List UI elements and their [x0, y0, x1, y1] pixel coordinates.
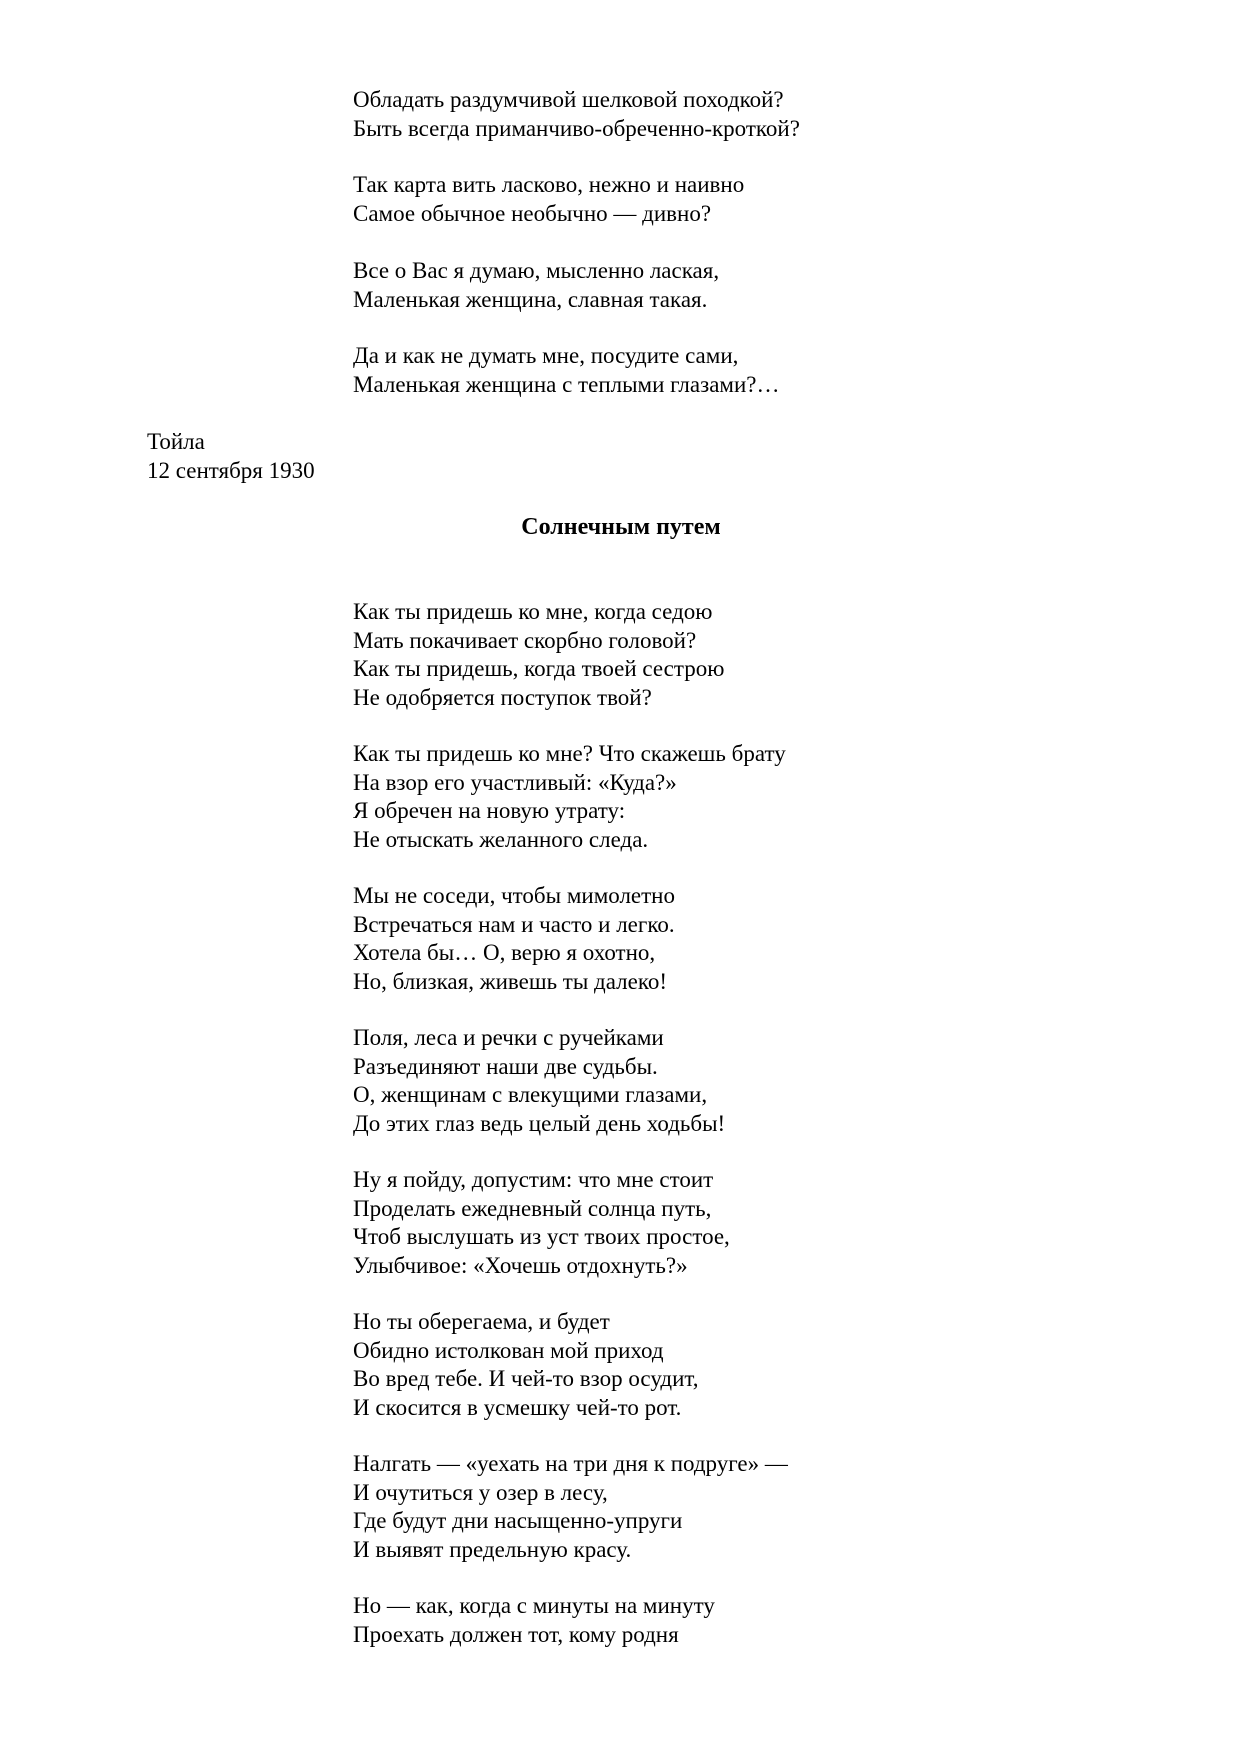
- verse-line: Где будут дни насыщенно-упруги: [353, 1508, 683, 1534]
- poem-place: Тойла: [147, 429, 205, 454]
- verse-line: Как ты придешь ко мне, когда седою: [353, 599, 713, 624]
- verse-line: Встречаться нам и часто и легко.: [353, 911, 675, 937]
- verse-line: О, женщинам с влекущими глазами,: [353, 1082, 708, 1108]
- verse-line: И очутиться у озер в лесу,: [353, 1479, 608, 1505]
- verse-line: И скосится в усмешку чей-то рот.: [353, 1394, 682, 1420]
- verse-line: Хотела бы… О, верю я охотно,: [353, 940, 656, 966]
- verse-line: Но — как, когда с минуты на минуту: [353, 1593, 715, 1618]
- verse-line: Маленькая женщина с теплыми глазами?…: [353, 371, 780, 397]
- verse-line: Мы не соседи, чтобы мимолетно: [353, 883, 675, 908]
- verse-line: Да и как не думать мне, посудите сами,: [353, 343, 739, 368]
- poem1-stanza-2: [353, 171, 744, 228]
- verse-line: Во вред тебе. И чей-то взор осудит,: [353, 1366, 699, 1392]
- poem2-stanza-2: [353, 740, 786, 854]
- poem2-stanza-7: [353, 1450, 788, 1564]
- verse-line: Разъединяют наши две судьбы.: [353, 1053, 658, 1079]
- verse-line: Маленькая женщина, славная такая.: [353, 286, 708, 312]
- poem1-signoff: [147, 428, 315, 485]
- poem1-stanza-4: [353, 342, 780, 399]
- verse-line: Как ты придешь ко мне? Что скажешь брату: [353, 741, 786, 766]
- poem1-stanza-3: [353, 257, 719, 314]
- verse-line: Налгать — «уехать на три дня к подруге» —: [353, 1451, 788, 1476]
- poem2-stanza-6: [353, 1308, 698, 1422]
- verse-line: Проехать должен тот, кому родня: [353, 1621, 679, 1647]
- verse-line: Быть всегда приманчиво-обреченно-кроткой?: [353, 115, 800, 141]
- verse-line: На взор его участливый: «Куда?»: [353, 769, 677, 795]
- verse-line: Но ты оберегаема, и будет: [353, 1309, 610, 1334]
- verse-line: И выявят предельную красу.: [353, 1536, 632, 1562]
- verse-line: Ну я пойду, допустим: что мне стоит: [353, 1167, 714, 1192]
- verse-line: Улыбчивое: «Хочешь отдохнуть?»: [353, 1252, 688, 1278]
- poem2-stanza-4: [353, 1024, 725, 1138]
- verse-line: Обладать раздумчивой шелковой походкой?: [353, 87, 784, 112]
- verse-line: Все о Вас я думаю, мысленно лаская,: [353, 258, 720, 283]
- verse-line: До этих глаз ведь целый день ходьбы!: [353, 1110, 726, 1136]
- verse-line: Самое обычное необычно — дивно?: [353, 200, 712, 226]
- poem2-stanza-1: [353, 598, 724, 712]
- verse-line: Мать покачивает скорбно головой?: [353, 627, 697, 653]
- verse-line: Как ты придешь, когда твоей сестрою: [353, 656, 725, 682]
- verse-line: Но, близкая, живешь ты далеко!: [353, 968, 668, 994]
- poem-date: 12 сентября 1930: [147, 457, 315, 483]
- verse-line: Я обречен на новую утрату:: [353, 798, 626, 824]
- poem2-stanza-5: [353, 1166, 730, 1280]
- poem-title: Солнечным путем: [521, 514, 721, 540]
- verse-line: Так карта вить ласково, нежно и наивно: [353, 172, 745, 197]
- verse-line: Не отыскать желанного следа.: [353, 826, 649, 852]
- poem1-stanza-1: [353, 86, 800, 143]
- poem2-stanza-8: [353, 1592, 715, 1649]
- poem2-stanza-3: [353, 882, 675, 996]
- verse-line: Обидно истолкован мой приход: [353, 1337, 664, 1363]
- verse-line: Чтоб выслушать из уст твоих простое,: [353, 1224, 730, 1250]
- verse-line: Поля, леса и речки с ручейками: [353, 1025, 664, 1050]
- verse-line: Не одобряется поступок твой?: [353, 684, 652, 710]
- verse-line: Проделать ежедневный солнца путь,: [353, 1195, 712, 1221]
